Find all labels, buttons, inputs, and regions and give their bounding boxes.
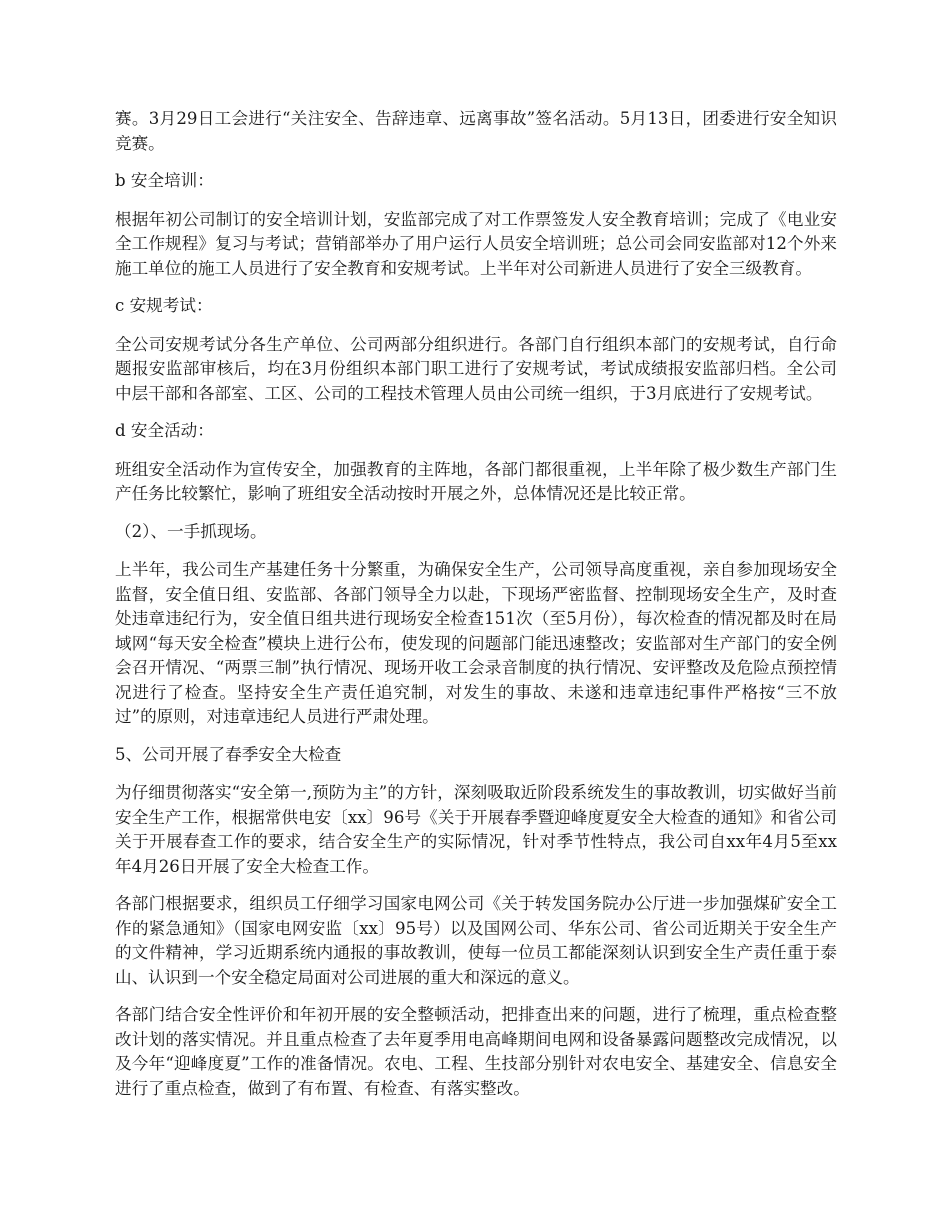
heading-safety-training: b 安全培训： bbox=[115, 171, 214, 190]
paragraph-safety-training: 根据年初公司制订的安全培训计划，安监部完成了对工作票签发人安全教育培训；完成了《电业安全工作规程》复习与考试；营销部举办了用户运行人员安全培训班；总公司会同安监部对12个外来施工单位的施工人员进行了安全教育和安规考试。上半年对公司新进人员进行了安全三级教育。 bbox=[115, 209, 837, 278]
paragraph-department-study: 各部门根据要求，组织员工仔细学习国家电网公司《关于转发国务院办公厅进一步加强煤矿安全工作的紧急通知》（国家电网安监〔xx〕95号）以及国网公司、华东公司、省公司近期关于安全生产的文件精神，学习近期系统内通报的事故教训，使每一位员工都能深刻认识到安全生产责任重于泰山、认识到一个安全稳定局面对公司进展的重大和深远的意义。 bbox=[115, 894, 837, 987]
heading-site-management: （2）、一手抓现场。 bbox=[115, 521, 267, 541]
heading-safety-exam: c 安规考试： bbox=[115, 296, 213, 315]
paragraph-site-management: 上半年，我公司生产基建任务十分繁重，为确保安全生产，公司领导高度重视，亲自参加现场安全监督，安全值日组、安监部、各部门领导全力以赴，下现场严密监督、控制现场安全生产，及时查处违章违纪行为，安全值日组共进行现场安全检查151次（至5月份），每次检查的情况都及时在局域网“每天安全检查”模块上进行公布，使发现的问题部门能迅速整改；安监部对生产部门的安全例会召开情况、“两票三制”执行情况、现场开收工会录音制度的执行情况、安评整改及危险点预控情况进行了检查。坚持安全生产责任追究制，对发生的事故、未遂和违章违纪事件严格按“三不放过”的原则，对违章违纪人员进行严肃处理。 bbox=[115, 560, 837, 726]
paragraph-safety-exam: 全公司安规考试分各生产单位、公司两部分组织进行。各部门自行组织本部门的安规考试，自行命题报安监部审核后，均在3月份组织本部门职工进行了安规考试，考试成绩报安监部归档。全公司中层干部和各部室、工区、公司的工程技术管理人员由公司统一组织，于3月底进行了安规考试。 bbox=[115, 334, 837, 403]
heading-safety-activities: d 安全活动： bbox=[115, 421, 214, 440]
document-body bbox=[115, 107, 837, 1114]
paragraph-spring-inspection-intro: 为仔细贯彻落实“安全第一,预防为主”的方针，深刻吸取近阶段系统发生的事故教训，切实做好当前安全生产工作，根据常供电安〔xx〕96号《关于开展春季暨迎峰度夏安全大检查的通知》和省公司关于开展春查工作的要求，结合安全生产的实际情况，针对季节性特点，我公司自xx年4月5至xx年4月26日开展了安全大检查工作。 bbox=[115, 783, 837, 876]
paragraph-key-inspections: 各部门结合安全性评价和年初开展的安全整顿活动，把排查出来的问题，进行了梳理，重点检查整改计划的落实情况。并且重点检查了去年夏季用电高峰期间电网和设备暴露问题整改完成情况，以及今年“迎峰度夏”工作的准备情况。农电、工程、生技部分别针对农电安全、基建安全、信息安全进行了重点检查，做到了有布置、有检查、有落实整改。 bbox=[115, 1005, 837, 1098]
paragraph-competition-continuation: 赛。3月29日工会进行“关注安全、告辞违章、远离事故”签名活动。5月13日，团委进行安全知识竞赛。 bbox=[115, 109, 837, 153]
heading-spring-inspection: 5、公司开展了春季安全大检查 bbox=[115, 744, 342, 764]
paragraph-safety-activities: 班组安全活动作为宣传安全，加强教育的主阵地，各部门都很重视，上半年除了极少数生产部门生产任务比较繁忙，影响了班组安全活动按时开展之外，总体情况还是比较正常。 bbox=[115, 459, 837, 503]
